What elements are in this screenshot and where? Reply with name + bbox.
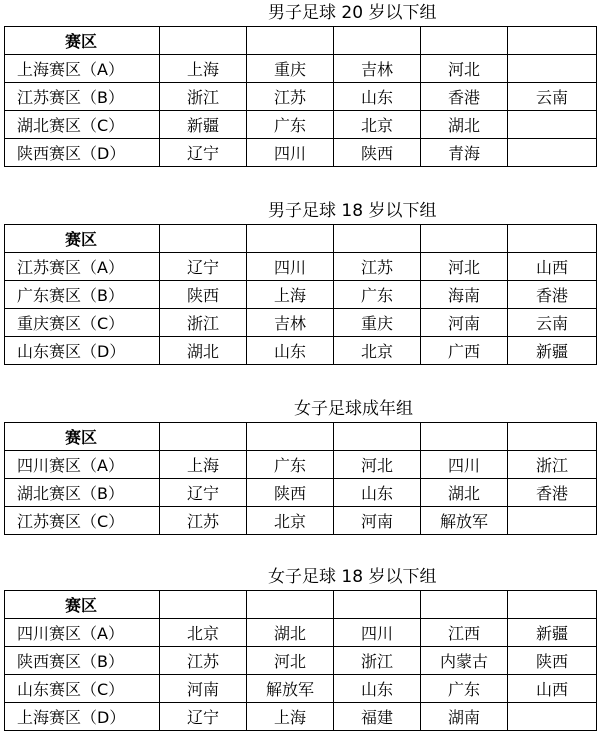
table-header-row — [5, 27, 597, 55]
header-cell — [334, 27, 421, 55]
header-cell — [247, 591, 334, 619]
team-cell: 湖北 — [421, 479, 508, 507]
section-title: 女子足球成年组 — [294, 399, 413, 419]
table-header-row — [5, 423, 597, 451]
team-cell: 江苏 — [334, 253, 421, 281]
zone-cell: 陕西赛区（B） — [5, 647, 160, 675]
header-cell — [508, 27, 597, 55]
team-cell: 上海 — [160, 451, 247, 479]
team-cell: 江苏 — [160, 647, 247, 675]
team-cell: 陕西 — [160, 281, 247, 309]
team-cell: 浙江 — [508, 451, 597, 479]
team-cell: 山西 — [508, 253, 597, 281]
zone-cell: 山东赛区（C） — [5, 675, 160, 703]
header-cell — [160, 423, 247, 451]
zone-cell: 陕西赛区（D） — [5, 139, 160, 167]
team-cell: 云南 — [508, 309, 597, 337]
table-row — [5, 281, 597, 309]
team-cell: 山东 — [334, 675, 421, 703]
zone-header: 赛区 — [5, 27, 160, 55]
zone-cell: 广东赛区（B） — [5, 281, 160, 309]
table-row — [5, 507, 597, 535]
header-cell — [508, 591, 597, 619]
team-cell — [508, 703, 597, 731]
team-cell: 香港 — [508, 479, 597, 507]
header-cell — [160, 225, 247, 253]
section-women-senior — [4, 396, 596, 535]
team-cell: 河北 — [421, 55, 508, 83]
zone-cell: 江苏赛区（A） — [5, 253, 160, 281]
team-cell: 陕西 — [508, 647, 597, 675]
section-women-u18 — [4, 564, 596, 731]
team-cell: 河北 — [334, 451, 421, 479]
table-header-row — [5, 225, 597, 253]
team-cell: 湖南 — [421, 703, 508, 731]
team-cell — [508, 55, 597, 83]
team-cell: 云南 — [508, 83, 597, 111]
table-row — [5, 675, 597, 703]
header-cell — [160, 591, 247, 619]
team-cell: 辽宁 — [160, 253, 247, 281]
team-cell: 山西 — [508, 675, 597, 703]
zone-cell: 上海赛区（D） — [5, 703, 160, 731]
table-row — [5, 111, 597, 139]
header-cell — [508, 225, 597, 253]
header-cell — [421, 423, 508, 451]
team-cell: 香港 — [508, 281, 597, 309]
header-cell — [334, 591, 421, 619]
team-cell: 新疆 — [508, 337, 597, 365]
header-cell — [160, 27, 247, 55]
zone-cell: 重庆赛区（C） — [5, 309, 160, 337]
table-row — [5, 139, 597, 167]
team-cell: 河北 — [421, 253, 508, 281]
team-cell: 江苏 — [247, 83, 334, 111]
table-header-row — [5, 591, 597, 619]
team-cell: 四川 — [247, 253, 334, 281]
header-cell — [508, 423, 597, 451]
team-cell: 北京 — [334, 337, 421, 365]
team-cell: 辽宁 — [160, 479, 247, 507]
zone-cell: 上海赛区（A） — [5, 55, 160, 83]
table-row — [5, 253, 597, 281]
team-cell: 辽宁 — [160, 703, 247, 731]
group-table — [4, 26, 597, 167]
team-cell: 上海 — [160, 55, 247, 83]
team-cell: 山东 — [334, 83, 421, 111]
team-cell: 香港 — [421, 83, 508, 111]
team-cell: 陕西 — [334, 139, 421, 167]
zone-cell: 江苏赛区（B） — [5, 83, 160, 111]
team-cell — [508, 139, 597, 167]
team-cell: 北京 — [160, 619, 247, 647]
header-cell — [421, 225, 508, 253]
header-cell — [247, 225, 334, 253]
team-cell: 广西 — [421, 337, 508, 365]
team-cell: 陕西 — [247, 479, 334, 507]
section-title: 男子足球 18 岁以下组 — [268, 201, 437, 221]
team-cell: 吉林 — [334, 55, 421, 83]
team-cell: 浙江 — [160, 309, 247, 337]
team-cell: 解放军 — [421, 507, 508, 535]
header-cell — [247, 27, 334, 55]
team-cell: 上海 — [247, 281, 334, 309]
team-cell: 湖北 — [421, 111, 508, 139]
header-cell — [247, 423, 334, 451]
team-cell: 四川 — [334, 619, 421, 647]
team-cell: 解放军 — [247, 675, 334, 703]
section-men-u20 — [4, 0, 596, 167]
team-cell: 新疆 — [160, 111, 247, 139]
table-row — [5, 309, 597, 337]
team-cell: 河南 — [421, 309, 508, 337]
team-cell: 浙江 — [334, 647, 421, 675]
team-cell: 北京 — [334, 111, 421, 139]
team-cell: 河北 — [247, 647, 334, 675]
team-cell: 湖北 — [160, 337, 247, 365]
table-row — [5, 337, 597, 365]
section-men-u18 — [4, 198, 596, 365]
team-cell: 内蒙古 — [421, 647, 508, 675]
team-cell: 广东 — [421, 675, 508, 703]
header-cell — [334, 423, 421, 451]
team-cell: 海南 — [421, 281, 508, 309]
team-cell: 江苏 — [160, 507, 247, 535]
team-cell: 上海 — [247, 703, 334, 731]
table-row — [5, 83, 597, 111]
team-cell: 福建 — [334, 703, 421, 731]
section-title: 女子足球 18 岁以下组 — [268, 567, 437, 587]
zone-cell: 山东赛区（D） — [5, 337, 160, 365]
team-cell: 辽宁 — [160, 139, 247, 167]
team-cell: 重庆 — [247, 55, 334, 83]
team-cell: 青海 — [421, 139, 508, 167]
team-cell: 四川 — [247, 139, 334, 167]
team-cell: 北京 — [247, 507, 334, 535]
zone-cell: 四川赛区（A） — [5, 619, 160, 647]
team-cell: 广东 — [334, 281, 421, 309]
team-cell: 四川 — [421, 451, 508, 479]
header-cell — [421, 27, 508, 55]
zone-header: 赛区 — [5, 225, 160, 253]
header-cell — [334, 225, 421, 253]
group-table — [4, 422, 597, 535]
table-row — [5, 479, 597, 507]
table-row — [5, 451, 597, 479]
team-cell: 山东 — [247, 337, 334, 365]
zone-cell: 湖北赛区（C） — [5, 111, 160, 139]
team-cell: 山东 — [334, 479, 421, 507]
table-row — [5, 647, 597, 675]
header-cell — [421, 591, 508, 619]
team-cell: 江西 — [421, 619, 508, 647]
table-row — [5, 619, 597, 647]
table-row — [5, 703, 597, 731]
section-title: 男子足球 20 岁以下组 — [268, 3, 437, 23]
zone-header: 赛区 — [5, 423, 160, 451]
table-row — [5, 55, 597, 83]
team-cell: 吉林 — [247, 309, 334, 337]
team-cell: 新疆 — [508, 619, 597, 647]
zone-cell: 湖北赛区（B） — [5, 479, 160, 507]
group-table — [4, 590, 597, 731]
team-cell — [508, 507, 597, 535]
zone-header: 赛区 — [5, 591, 160, 619]
zone-cell: 四川赛区（A） — [5, 451, 160, 479]
team-cell: 浙江 — [160, 83, 247, 111]
zone-cell: 江苏赛区（C） — [5, 507, 160, 535]
team-cell: 重庆 — [334, 309, 421, 337]
team-cell: 广东 — [247, 111, 334, 139]
team-cell: 河南 — [160, 675, 247, 703]
group-table — [4, 224, 597, 365]
team-cell: 河南 — [334, 507, 421, 535]
team-cell: 湖北 — [247, 619, 334, 647]
team-cell — [508, 111, 597, 139]
team-cell: 广东 — [247, 451, 334, 479]
